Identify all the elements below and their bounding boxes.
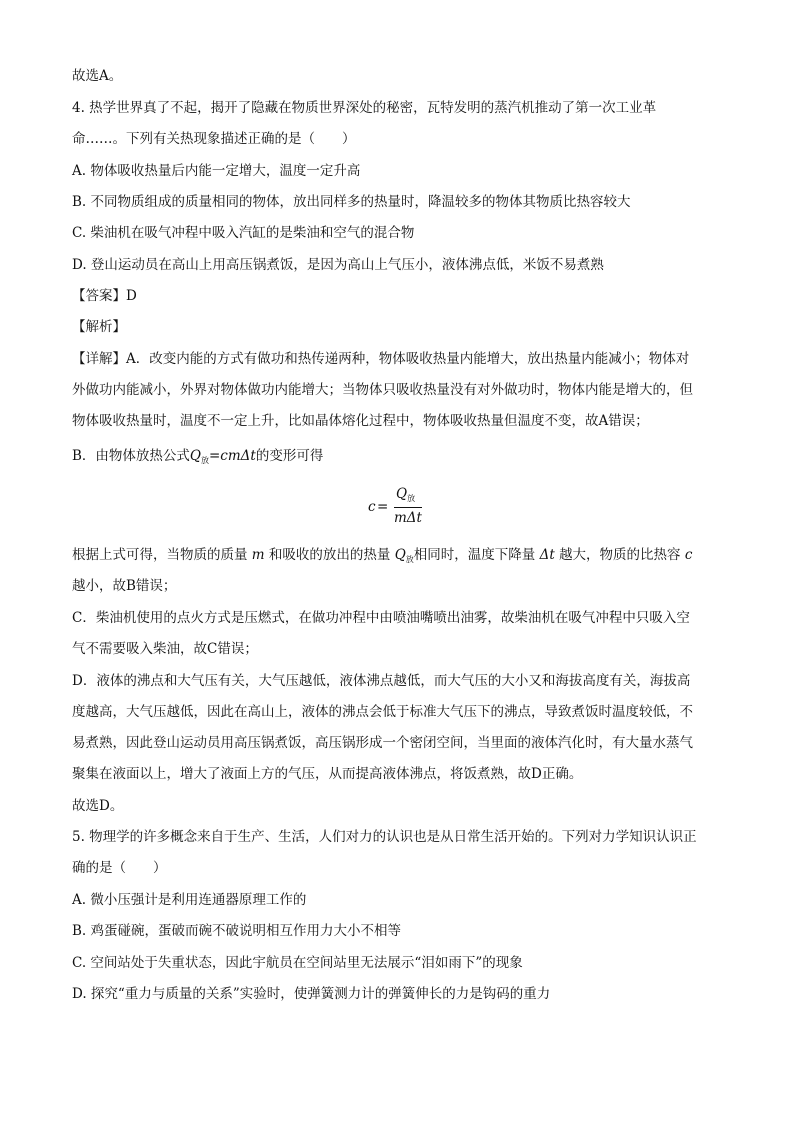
fraction-bar: [394, 507, 422, 508]
q4-detail-c-line-1: C．柴油机使用的点火方式是压燃式，在做功冲程中由喷油嘴喷出油雾，故柴油机在吸气冲程中只吸入空: [72, 610, 690, 626]
q4-detail-b-line-1: [72, 446, 722, 471]
q4-option-c: C. 柴油机在吸气冲程中吸入汽缸的是柴油和空气的混合物: [72, 225, 415, 241]
q5-stem-line-1: 5. 物理学的许多概念来自于生产、生活，人们对力的认识也是从日常生活开始的。下列对力学知识认识正: [72, 829, 697, 845]
q4-detail-a-line-1: 【详解】A．改变内能的方式有做功和热传递两种，物体吸收热量内能增大，放出热量内能减小；物体对: [72, 351, 690, 367]
q4-detail-b-line-3: 越小，故B错误；: [72, 578, 177, 594]
specific-heat-formula: [368, 486, 438, 530]
formula-lhs: c: [368, 499, 376, 515]
q4-analysis-heading: 【解析】: [72, 319, 126, 335]
formula-denominator: mΔt: [394, 510, 422, 526]
q4-detail-d-line-4: 聚集在液面以上，增大了液面上方的气压，从而提高液体沸点，将饭煮熟，故D正确。: [72, 766, 583, 782]
q4-option-b: B. 不同物质组成的质量相同的物体，放出同样多的热量时，降温较多的物体其物质比热容较大: [72, 194, 631, 210]
q4-option-d: D. 登山运动员在高山上用高压锅煮饭，是因为高山上气压小，液体沸点低，米饭不易煮熟: [72, 257, 604, 273]
q3-choice: 故选A。: [72, 68, 123, 84]
q4-stem-line-1: 4. 热学世界真了不起，揭开了隐藏在物质世界深处的秘密，瓦特发明的蒸汽机推动了第一次工业革: [72, 100, 657, 116]
formula-equals: =: [377, 499, 389, 515]
q4-detail-a-line-2: 外做功内能减小，外界对物体做功内能增大；当物体只吸收热量没有对外做功时，物体内能是增大的，但: [72, 382, 693, 398]
q5-stem-line-2: 确的是（ ）: [72, 860, 167, 876]
q4-detail-c-line-2: 气不需要吸入柴油，故C错误；: [72, 641, 258, 657]
q4-detail-d-line-3: 易煮熟，因此登山运动员用高压锅煮饭，高压锅形成一个密闭空间，当里面的液体汽化时，有大量水蒸气: [72, 735, 693, 751]
formula-q-symbol: Q: [189, 448, 201, 464]
q4-detail-d-line-2: 度越高，大气压越低，因此在高山上，液体的沸点会低于标准大气压下的沸点，导致煮饭时温度较低，不: [72, 704, 693, 720]
detail-b-suffix: 的变形可得: [255, 448, 324, 464]
q5-option-b: B. 鸡蛋碰碗，蛋破而碗不破说明相互作用力大小不相等: [72, 923, 402, 939]
q4-option-a: A. 物体吸收热量后内能一定增大，温度一定升高: [72, 163, 361, 179]
formula-rest: =cmΔt: [209, 448, 256, 464]
formula-numerator: $Q_放$: [396, 486, 416, 503]
q4-stem-line-2: 命……。下列有关热现象描述正确的是（ ）: [72, 131, 356, 147]
q4-answer: 【答案】D: [72, 288, 137, 304]
formula-q-subscript: 放: [201, 456, 209, 465]
q4-detail-b-line-2: 根据上式可得，当物质的质量 m 和吸收的放出的热量 $Q_放$相同时，温度下降量 Δt 越大，物质的比热容 c: [72, 547, 693, 564]
q4-detail-a-line-3: 物体吸收热量时，温度不一定上升，比如晶体熔化过程中，物体吸收热量但温度不变，故A错误；: [72, 413, 649, 429]
q4-choice: 故选D。: [72, 798, 124, 814]
q4-detail-d-line-1: D．液体的沸点和大气压有关，大气压越低，液体沸点越低，而大气压的大小又和海拔高度有关，海拔高: [72, 673, 691, 689]
q5-option-c: C. 空间站处于失重状态，因此宇航员在空间站里无法展示“泪如雨下”的现象: [72, 955, 523, 971]
q5-option-d: D. 探究“重力与质量的关系”实验时，使弹簧测力计的弹簧伸长的力是钩码的重力: [72, 986, 551, 1002]
detail-b-prefix: B．由物体放热公式: [72, 448, 190, 464]
q5-option-a: A. 微小压强计是利用连通器原理工作的: [72, 892, 307, 908]
